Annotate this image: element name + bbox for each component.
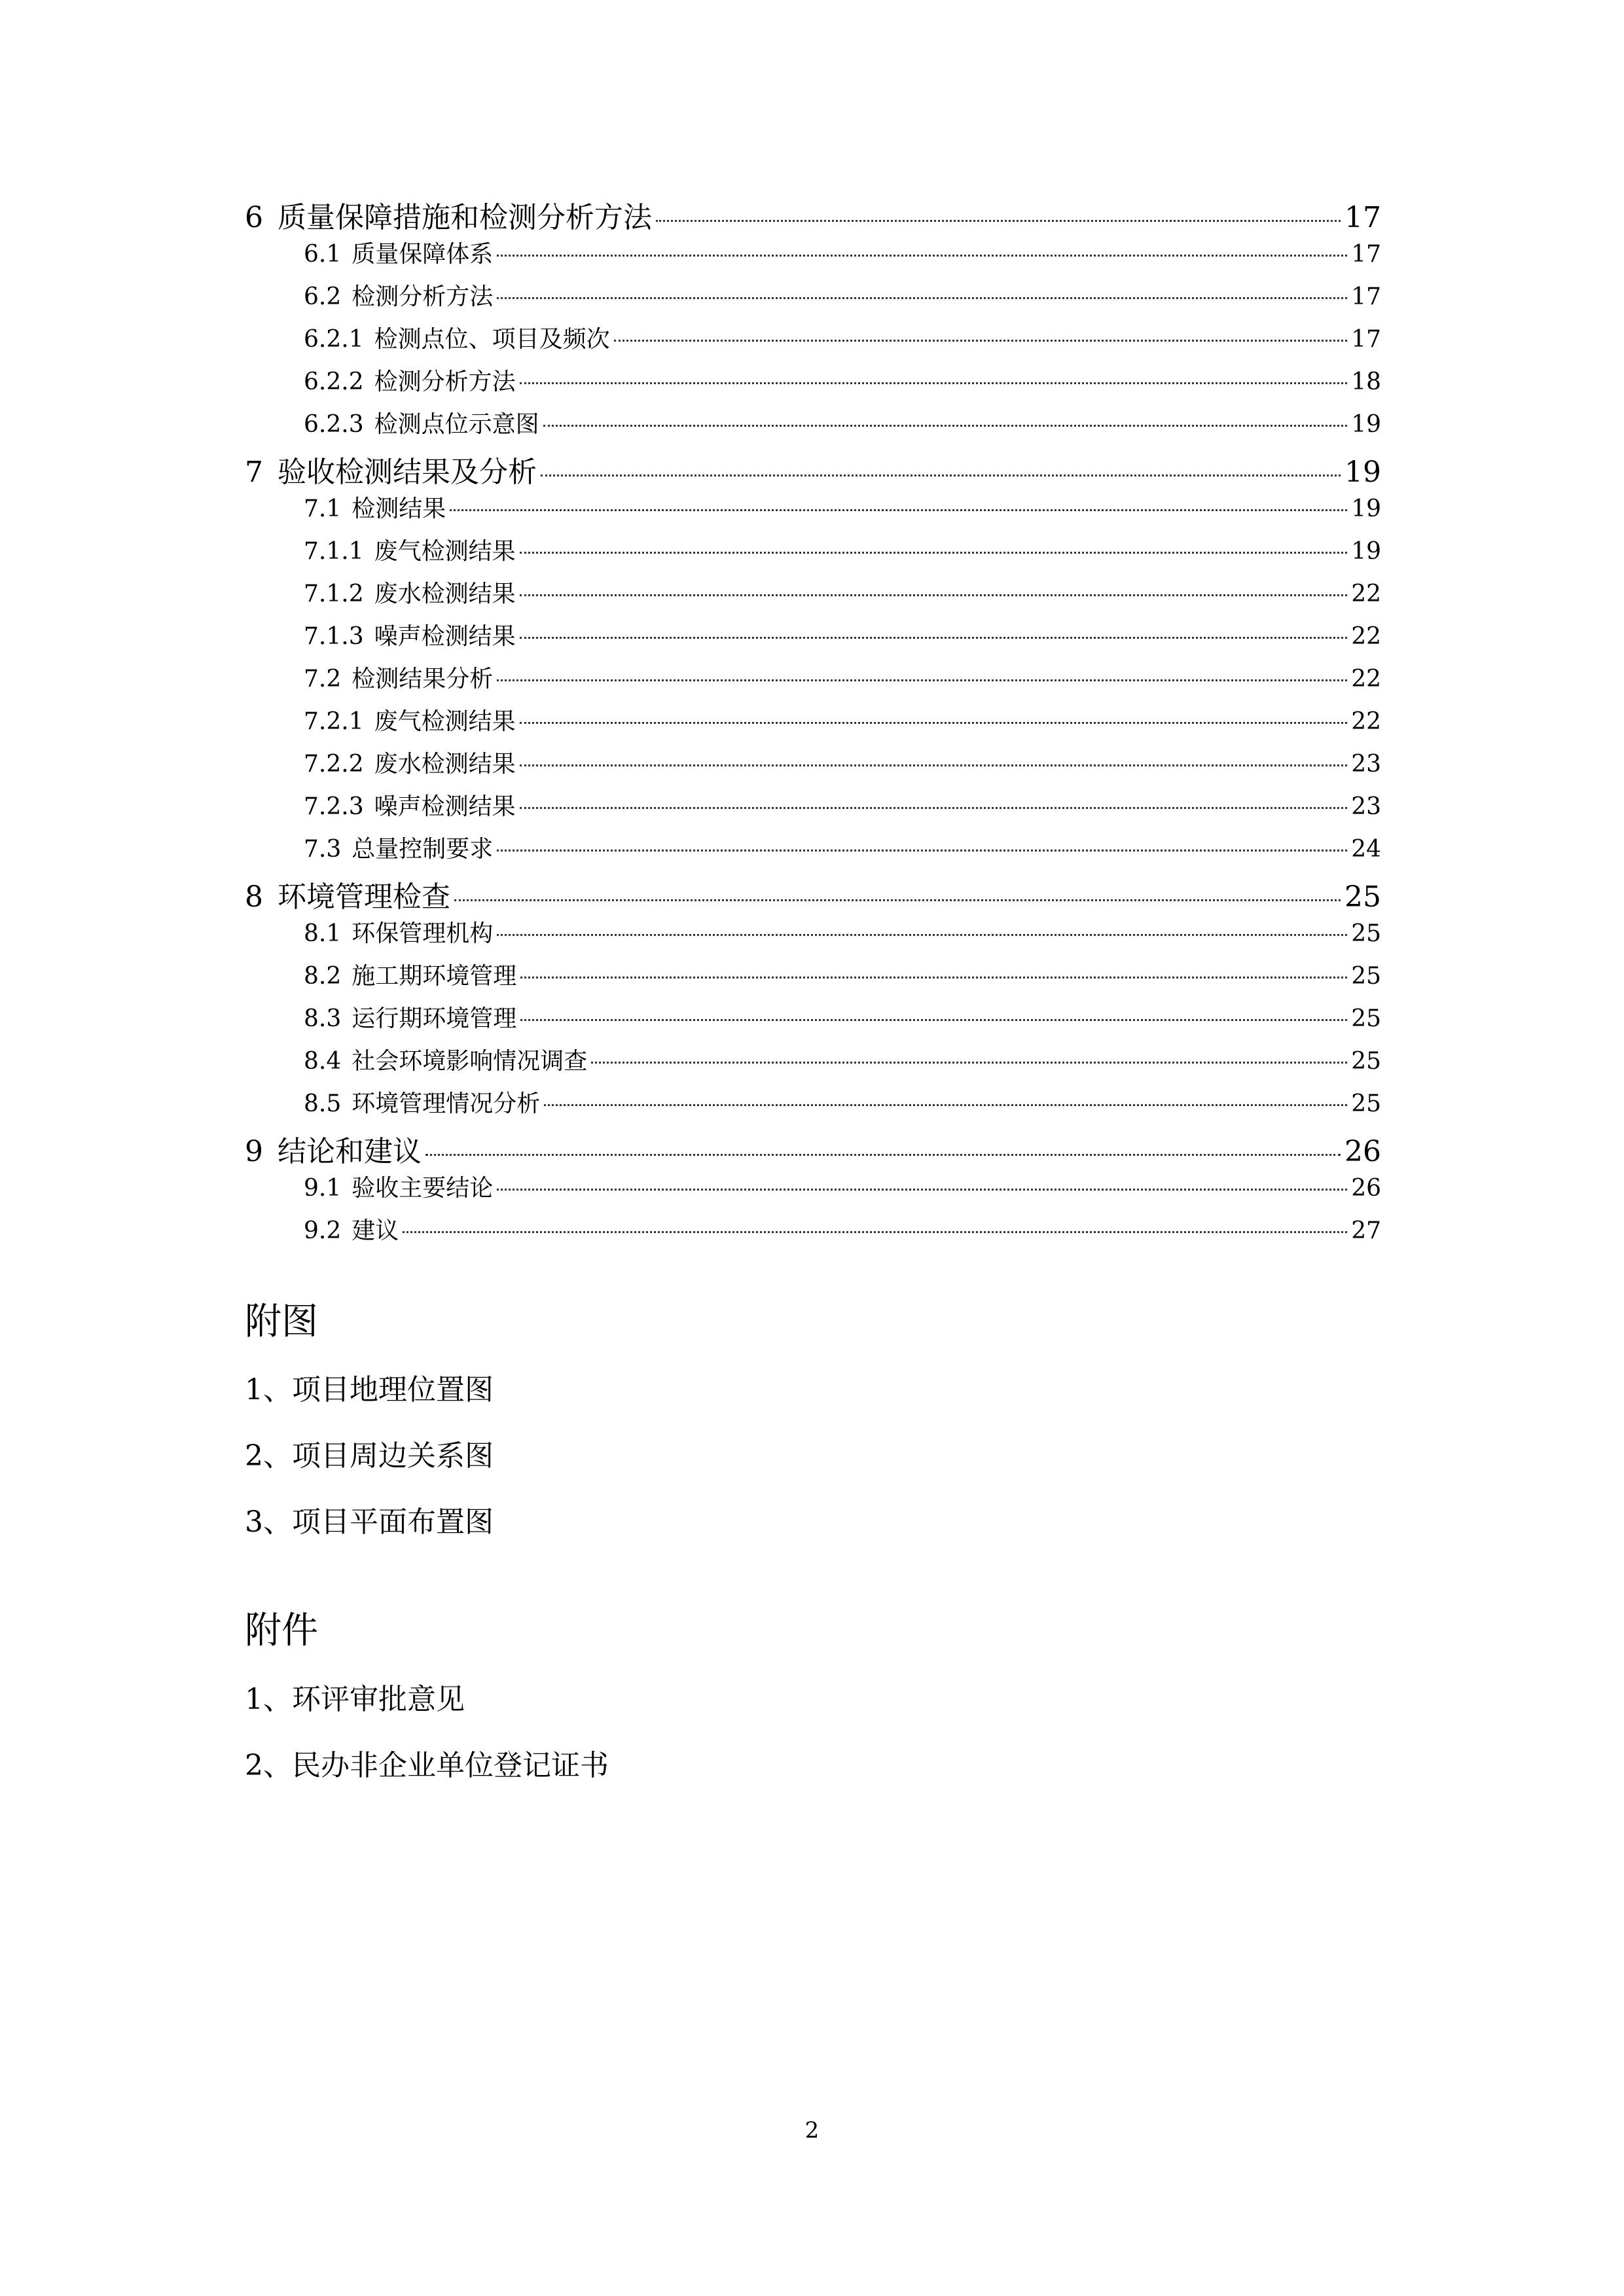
toc-entry-number: 6.2.3: [304, 411, 364, 438]
toc-entry-page: 17: [1351, 241, 1381, 268]
toc-entry-page: 25: [1344, 880, 1381, 914]
toc-entry-number: 8.4: [304, 1048, 342, 1075]
attachment-item: 2、民办非企业单位登记证书: [245, 1749, 609, 1782]
toc-entry-page: 19: [1351, 495, 1381, 522]
toc-dot-leader: [520, 807, 1348, 809]
toc-entry-page: 18: [1351, 368, 1381, 395]
page-number: 2: [804, 2117, 820, 2144]
toc-entry-page: 24: [1351, 836, 1381, 863]
attachments-heading: 附件: [245, 1609, 318, 1652]
toc-entry-title: 检测点位、项目及频次: [374, 326, 610, 353]
toc-section-entry[interactable]: [245, 490, 1381, 533]
toc-entry-number: 6.2: [304, 283, 342, 310]
toc-entry-title: 验收主要结论: [352, 1175, 494, 1202]
toc-section-entry[interactable]: [245, 236, 1381, 278]
toc-entry-number: 7.3: [304, 836, 342, 863]
toc-section-entry[interactable]: [245, 788, 1381, 831]
toc-entry-number: 7.1.1: [304, 538, 364, 565]
toc-entry-page: 25: [1351, 1005, 1381, 1032]
attached-figure-item: 1、项目地理位置图: [245, 1373, 494, 1407]
toc-section-entry[interactable]: [245, 533, 1381, 575]
toc-dot-leader: [520, 637, 1348, 639]
toc-entry-number: 6: [245, 201, 263, 234]
toc-entry-page: 22: [1351, 708, 1381, 735]
toc-entry-page: 27: [1351, 1217, 1381, 1244]
toc-entry-title: 废水检测结果: [374, 751, 516, 778]
toc-entry-title: 检测结果: [352, 495, 446, 522]
toc-dot-leader: [543, 425, 1348, 427]
toc-entry-title: 检测分析方法: [374, 368, 516, 395]
toc-section-entry[interactable]: [245, 278, 1381, 321]
toc-dot-leader: [403, 1231, 1347, 1233]
toc-entry-title: 社会环境影响情况调查: [352, 1048, 588, 1075]
toc-entry-title: 施工期环境管理: [352, 963, 517, 990]
toc-entry-page: 17: [1351, 283, 1381, 310]
toc-dot-leader: [497, 934, 1347, 936]
toc-entry-page: 17: [1351, 326, 1381, 353]
toc-dot-leader: [541, 475, 1341, 476]
toc-dot-leader: [497, 1189, 1347, 1191]
toc-section-entry[interactable]: [245, 1000, 1381, 1043]
toc-entry-number: 7.1.2: [304, 581, 364, 607]
toc-chapter-entry[interactable]: [245, 1128, 1381, 1170]
toc-dot-leader: [520, 594, 1348, 596]
toc-entry-number: 8: [245, 880, 263, 914]
toc-entry-title: 结论和建议: [278, 1135, 422, 1168]
toc-section-entry[interactable]: [245, 575, 1381, 618]
toc-entry-page: 19: [1344, 456, 1381, 489]
toc-dot-leader: [520, 552, 1348, 554]
toc-entry-title: 检测分析方法: [352, 283, 494, 310]
toc-entry-title: 废水检测结果: [374, 581, 516, 607]
toc-entry-title: 总量控制要求: [352, 836, 494, 863]
toc-entry-page: 17: [1344, 201, 1381, 234]
toc-entry-title: 环境管理检查: [278, 880, 450, 914]
attachment-item: 1、环评审批意见: [245, 1683, 465, 1716]
toc-section-entry[interactable]: [245, 321, 1381, 363]
toc-section-entry[interactable]: [245, 703, 1381, 745]
toc-entry-title: 环境管理情况分析: [352, 1090, 541, 1117]
toc-entry-number: 7.2: [304, 666, 342, 692]
toc-entry-title: 建议: [352, 1217, 399, 1244]
toc-entry-page: 22: [1351, 666, 1381, 692]
attached-figures-heading: 附图: [245, 1300, 318, 1343]
toc-section-entry[interactable]: [245, 1212, 1381, 1255]
attached-figure-item: 2、项目周边关系图: [245, 1439, 494, 1473]
toc-entry-title: 检测结果分析: [352, 666, 494, 692]
toc-dot-leader: [425, 1154, 1341, 1156]
toc-dot-leader: [454, 899, 1341, 901]
toc-entry-page: 26: [1351, 1175, 1381, 1202]
toc-dot-leader: [520, 977, 1347, 978]
toc-section-entry[interactable]: [245, 831, 1381, 873]
toc-entry-title: 质量保障措施和检测分析方法: [278, 201, 652, 234]
toc-entry-page: 23: [1351, 751, 1381, 778]
toc-section-entry[interactable]: [245, 363, 1381, 406]
toc-dot-leader: [656, 220, 1341, 222]
toc-dot-leader: [520, 764, 1348, 766]
toc-section-entry[interactable]: [245, 1043, 1381, 1085]
toc-entry-title: 运行期环境管理: [352, 1005, 517, 1032]
toc-entry-title: 检测点位示意图: [374, 411, 539, 438]
toc-entry-number: 6.2.1: [304, 326, 364, 353]
toc-section-entry[interactable]: [245, 915, 1381, 958]
table-of-contents: [245, 194, 1381, 1255]
toc-dot-leader: [520, 1019, 1347, 1021]
toc-entry-number: 8.5: [304, 1090, 342, 1117]
toc-section-entry[interactable]: [245, 660, 1381, 703]
toc-entry-page: 19: [1351, 411, 1381, 438]
toc-section-entry[interactable]: [245, 958, 1381, 1000]
toc-chapter-entry[interactable]: [245, 873, 1381, 915]
toc-dot-leader: [497, 679, 1347, 681]
toc-entry-number: 8.1: [304, 920, 342, 947]
toc-entry-number: 7.2.3: [304, 793, 364, 820]
toc-section-entry[interactable]: [245, 406, 1381, 448]
toc-dot-leader: [520, 382, 1348, 384]
toc-chapter-entry[interactable]: [245, 194, 1381, 236]
toc-entry-page: 26: [1344, 1135, 1381, 1168]
toc-section-entry[interactable]: [245, 1170, 1381, 1212]
toc-entry-title: 质量保障体系: [352, 241, 494, 268]
toc-entry-title: 环保管理机构: [352, 920, 494, 947]
toc-entry-number: 9: [245, 1135, 263, 1168]
toc-entry-title: 废气检测结果: [374, 538, 516, 565]
toc-dot-leader: [520, 722, 1348, 724]
toc-entry-page: 25: [1351, 1090, 1381, 1117]
toc-entry-number: 7.2.1: [304, 708, 364, 735]
toc-entry-number: 7.2.2: [304, 751, 364, 778]
toc-entry-page: 25: [1351, 1048, 1381, 1075]
toc-entry-number: 7.1: [304, 495, 342, 522]
toc-entry-number: 6.1: [304, 241, 342, 268]
toc-dot-leader: [497, 297, 1347, 299]
toc-entry-page: 23: [1351, 793, 1381, 820]
toc-entry-page: 25: [1351, 920, 1381, 947]
toc-section-entry[interactable]: [245, 745, 1381, 788]
toc-chapter-entry[interactable]: [245, 448, 1381, 490]
toc-entry-number: 9.1: [304, 1175, 342, 1202]
toc-entry-title: 噪声检测结果: [374, 793, 516, 820]
toc-entry-number: 7.1.3: [304, 623, 364, 650]
toc-dot-leader: [591, 1062, 1347, 1064]
toc-entry-number: 7: [245, 456, 263, 489]
toc-dot-leader: [497, 850, 1347, 852]
toc-entry-page: 19: [1351, 538, 1381, 565]
toc-entry-number: 6.2.2: [304, 368, 364, 395]
toc-entry-number: 8.2: [304, 963, 342, 990]
toc-dot-leader: [497, 255, 1347, 257]
toc-entry-title: 验收检测结果及分析: [278, 456, 537, 489]
toc-entry-title: 废气检测结果: [374, 708, 516, 735]
toc-dot-leader: [614, 340, 1348, 342]
toc-entry-number: 9.2: [304, 1217, 342, 1244]
toc-entry-page: 25: [1351, 963, 1381, 990]
toc-dot-leader: [544, 1104, 1347, 1106]
toc-dot-leader: [450, 509, 1347, 511]
toc-entry-page: 22: [1351, 581, 1381, 607]
attached-figure-item: 3、项目平面布置图: [245, 1505, 494, 1539]
toc-entry-title: 噪声检测结果: [374, 623, 516, 650]
toc-section-entry[interactable]: [245, 618, 1381, 660]
toc-section-entry[interactable]: [245, 1085, 1381, 1128]
toc-entry-page: 22: [1351, 623, 1381, 650]
toc-entry-number: 8.3: [304, 1005, 342, 1032]
